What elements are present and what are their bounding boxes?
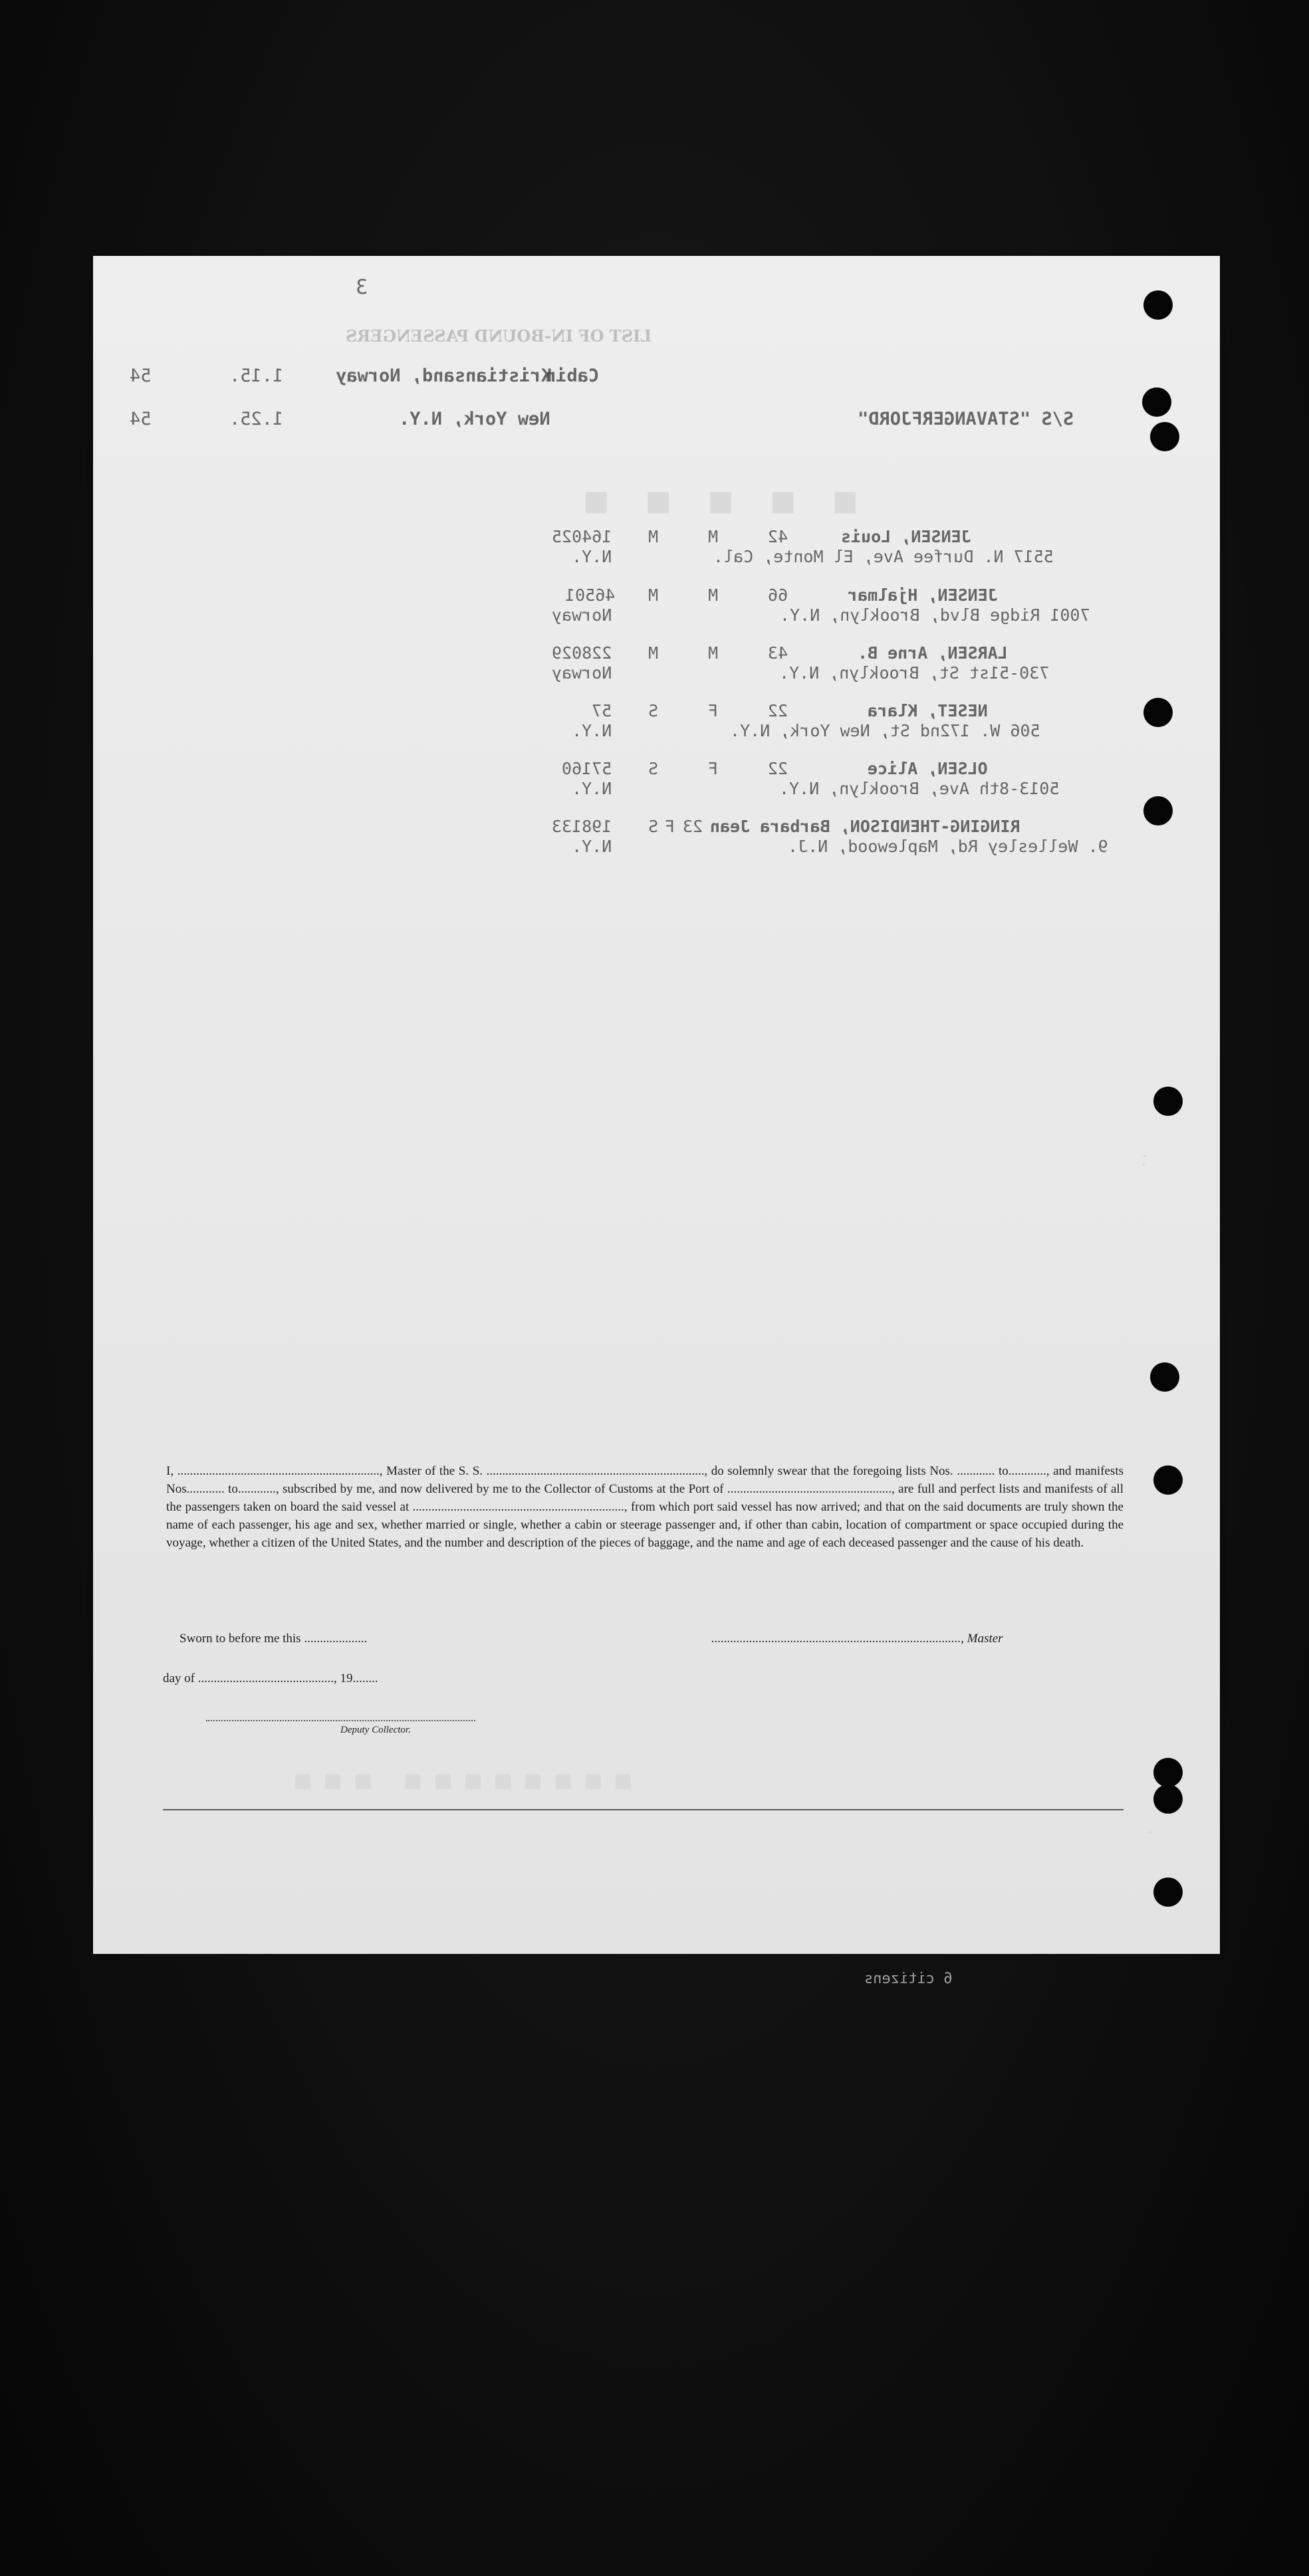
passenger-number: 57 <box>592 701 612 720</box>
passenger-number: 164025 <box>552 527 612 546</box>
passenger-name: OLSEN, Alice <box>868 759 988 778</box>
passenger-destination: N.Y. <box>572 721 612 740</box>
port-embarked: Kristiansand, Norway <box>336 366 552 386</box>
passenger-sex: F <box>708 701 719 720</box>
passenger-number: 228029 <box>552 643 612 663</box>
passenger-address: 506 W. 172nd St, New York, N.Y. <box>730 721 1040 740</box>
sworn-line: Sworn to before me this .................... <box>179 1632 368 1646</box>
oath-text: I, ................................................................, Master of the S. S. ....................................................................., do solemnly swear that the foregoing lists Nos. ............ to............, and manifests Nos............ to............, subscribed by me, and now delivered by me to the Collector of Customs at the Port of ...................................................., are full and perfect lists and manifests of all the passengers taken on board the said vessel at ..................................................................., from which port said vessel has now arrived; and that on the said documents are truly shown the name of each passenger, his age and sex, whether married or single, whether a cabin or steerage passenger and, if other than cabin, location of compartment or space occupied during the voyage, whether a citizen of the United States, and the number and description of the pieces of baggage, and the name and age of each deceased passenger and the cause of his death. <box>166 1464 1124 1550</box>
passenger-status: S <box>648 759 659 778</box>
passenger-age: 42 <box>768 527 788 546</box>
punch-hole <box>1153 1784 1183 1814</box>
deputy-signature-rule <box>206 1720 475 1721</box>
punch-hole <box>1153 1758 1183 1787</box>
page-number: 3 <box>356 276 368 299</box>
punch-hole <box>1150 422 1179 451</box>
passenger-address: 5013-8th Ave, Brooklyn, N.Y. <box>779 779 1060 798</box>
passenger-status: S <box>648 817 659 836</box>
passenger-sex: M <box>708 586 719 605</box>
class-label: Cabin <box>545 366 600 386</box>
embark-year: 54 <box>130 366 152 386</box>
punch-hole <box>1150 1362 1179 1392</box>
passenger-name: JENSEN, Hjalmar <box>848 586 998 605</box>
arrival-year: 54 <box>130 409 152 429</box>
passenger-address: 5517 N. Durfee Ave, El Monte, Cal. <box>713 547 1054 566</box>
master-oath <box>166 1462 1124 1552</box>
passenger-age: 22 <box>768 701 788 720</box>
passenger-number: 57160 <box>562 759 612 778</box>
passenger-sex: M <box>708 527 719 546</box>
passenger-destination: Norway <box>552 663 612 683</box>
day-line: day of ..........................................., 19........ <box>163 1671 378 1685</box>
speck <box>1143 1154 1146 1157</box>
speck <box>1149 1831 1151 1834</box>
punch-hole <box>1142 387 1171 417</box>
passenger-name: LARSEN, Arne B. <box>858 643 1008 663</box>
passenger-destination: Norway <box>552 605 612 625</box>
punch-hole <box>1143 698 1173 727</box>
passenger-address: 7001 Ridge Blvd, Brooklyn, N.Y. <box>780 605 1090 625</box>
passenger-age: 66 <box>768 586 788 605</box>
passenger-name: RINGING-THENDISON, Barbara Jean <box>710 817 1020 836</box>
passenger-age: 22 <box>768 759 788 778</box>
arrival-date: 1.25. <box>229 409 284 429</box>
passenger-status: M <box>648 643 659 663</box>
passenger-destination: N.Y. <box>572 779 612 798</box>
punch-hole <box>1143 796 1173 825</box>
passenger-number: 198133 <box>552 817 612 836</box>
deputy-collector-label: Deputy Collector. <box>340 1725 411 1735</box>
passenger-status: S <box>648 701 659 720</box>
punch-hole <box>1153 1087 1183 1116</box>
passenger-sex: F <box>708 759 719 778</box>
passenger-sex: M <box>708 643 719 663</box>
passenger-destination: N.Y. <box>572 547 612 566</box>
passenger-address: 9. Wellesley Rd, Maplewood, N.J. <box>788 837 1108 856</box>
passenger-age: 43 <box>768 643 788 663</box>
passenger-age: 23 <box>683 817 703 836</box>
passenger-status: M <box>648 527 659 546</box>
bottom-stamp-bleed: ▪▪▪ ▪▪▪▪▪▪▪▪ <box>293 1761 643 1797</box>
passenger-address: 730-51st St, Brooklyn, N.Y. <box>779 663 1050 683</box>
passenger-destination: N.Y. <box>572 837 612 856</box>
port-arrival: New York, N.Y. <box>399 409 550 429</box>
embark-date: 1.15. <box>229 366 284 386</box>
punch-hole <box>1153 1878 1183 1907</box>
passenger-number: 46501 <box>565 586 616 605</box>
citizens-note-bleed: 6 citizens <box>864 1971 953 1987</box>
punch-hole <box>1153 1465 1183 1495</box>
punch-hole <box>1143 290 1173 320</box>
passenger-name: JENSEN, Louis <box>841 527 971 546</box>
passenger-sex: F <box>665 817 675 836</box>
vessel-name: S/S "STAVANGERFJORD" <box>858 409 1074 429</box>
manifest-sheet-back <box>93 256 1220 1954</box>
stamp-bleed: ▪ ▪ ▪ ▪ ▪ <box>582 475 869 524</box>
passenger-status: M <box>648 586 659 605</box>
list-title-bleed: LIST OF IN-BOUND PASSENGERS <box>346 326 652 346</box>
master-signature-line: ..............................................................................., Master <box>711 1632 1003 1646</box>
passenger-name: NESET, Klara <box>868 701 988 720</box>
speck <box>1142 1163 1145 1166</box>
bottom-rule <box>163 1809 1124 1810</box>
